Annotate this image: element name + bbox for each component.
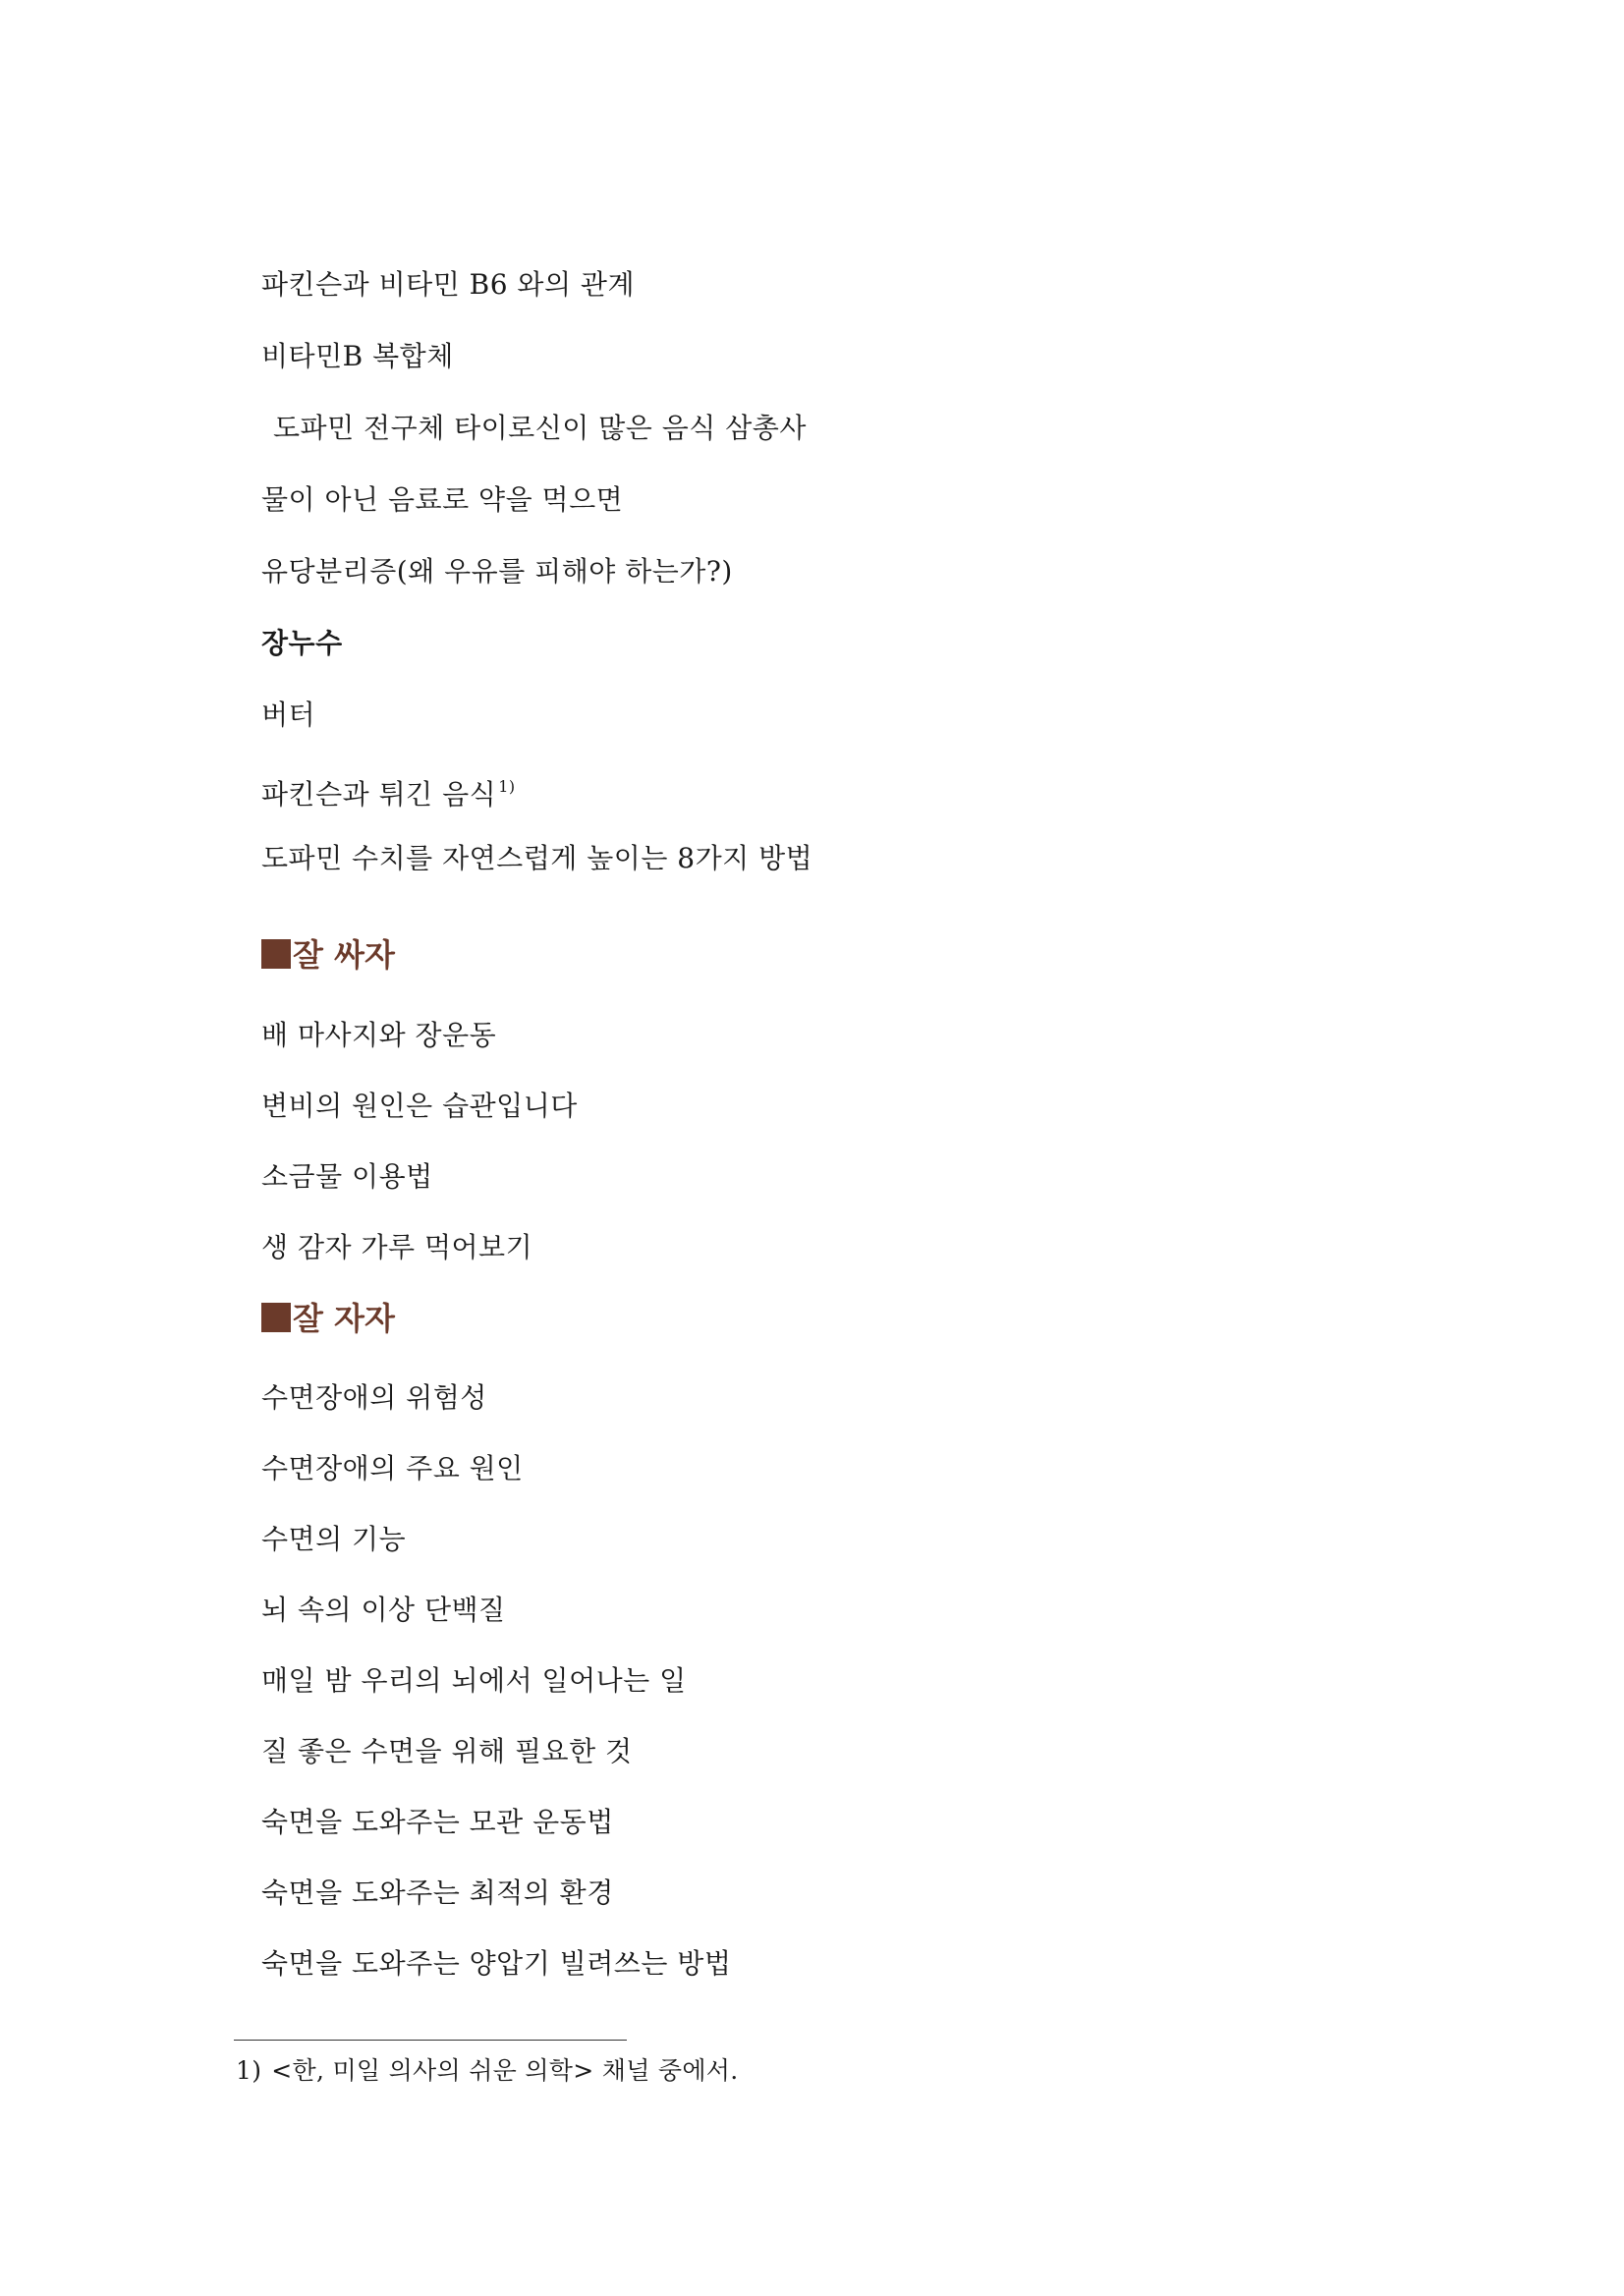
text-line: 도파민 전구체 타이로신이 많은 음식 삼총사 [273, 412, 807, 444]
section-heading [261, 1299, 395, 1338]
text-line: 유당분리증(왜 우유를 피해야 하는가?) [261, 555, 733, 588]
section-title: 잘 자자 [293, 1300, 395, 1337]
footnote-separator [234, 2040, 627, 2041]
list-item: 질 좋은 수면을 위해 필요한 것 [261, 1735, 633, 1767]
footnote [236, 2055, 739, 2087]
section-heading [261, 935, 395, 975]
list-item: 매일 밤 우리의 뇌에서 일어나는 일 [261, 1664, 687, 1697]
text-line-label: 파킨슨과 튀긴 음식 [261, 778, 497, 811]
text-line: 파킨슨과 비타민 B6 와의 관계 [261, 268, 636, 301]
list-item: 생 감자 가루 먹어보기 [261, 1231, 533, 1263]
list-item: 뇌 속의 이상 단백질 [261, 1594, 506, 1626]
text-line-bold: 장누수 [261, 627, 343, 659]
list-item: 수면의 기능 [261, 1523, 407, 1555]
list-item: 숙면을 도와주는 양압기 빌려쓰는 방법 [261, 1947, 732, 1980]
square-bullet-icon [261, 939, 291, 969]
text-line: 비타민B 복합체 [261, 340, 454, 372]
list-item: 숙면을 도와주는 모관 운동법 [261, 1806, 614, 1838]
square-bullet-icon [261, 1303, 291, 1332]
list-item: 배 마사지와 장운동 [261, 1019, 497, 1051]
footnote-number: 1) [236, 2056, 262, 2085]
text-line-with-footnote [261, 769, 516, 812]
list-item: 소금물 이용법 [261, 1160, 433, 1193]
list-item: 숙면을 도와주는 최적의 환경 [261, 1876, 614, 1909]
list-item: 수면장애의 주요 원인 [261, 1452, 524, 1484]
footnote-text: <한, 미일 의사의 쉬운 의학> 채널 중에서. [271, 2056, 739, 2085]
footnote-reference[interactable]: 1) [498, 777, 516, 796]
text-line: 물이 아닌 음료로 약을 먹으면 [261, 483, 624, 516]
text-line: 도파민 수치를 자연스럽게 높이는 8가지 방법 [261, 842, 813, 874]
section-title: 잘 싸자 [293, 936, 395, 974]
text-line: 버터 [261, 699, 316, 731]
list-item: 수면장애의 위험성 [261, 1381, 487, 1414]
list-item: 변비의 원인은 습관입니다 [261, 1090, 578, 1122]
